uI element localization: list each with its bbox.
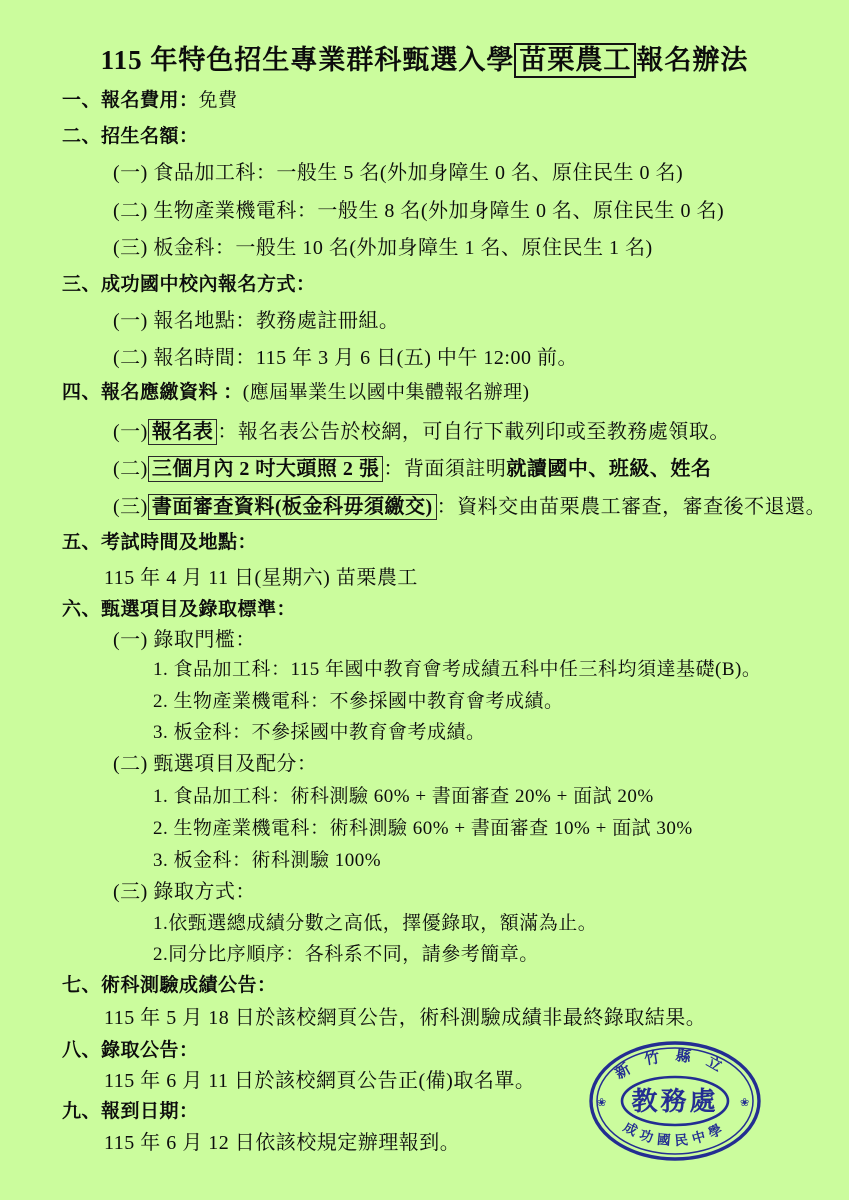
text-segment: (二) 甄選項目及配分： <box>113 753 318 775</box>
text-segment: 六、甄選項目及錄取標準： <box>62 599 297 620</box>
text-segment: 3. 板金科：術科測驗 100% <box>153 850 382 871</box>
text-segment: (三) 錄取方式： <box>113 881 256 903</box>
doc-line <box>62 1099 199 1125</box>
doc-line <box>153 657 761 683</box>
text-segment: 三、成功國中校內報名方式： <box>62 274 316 295</box>
text-segment: (三) <box>113 496 148 518</box>
doc-line <box>153 911 597 937</box>
doc-line <box>153 784 654 810</box>
seal-top-text: 新竹縣立 <box>612 1047 738 1083</box>
doc-line <box>113 494 826 520</box>
doc-line <box>62 272 316 298</box>
page-title <box>0 38 849 78</box>
doc-line <box>153 816 693 842</box>
doc-line <box>113 419 730 445</box>
doc-line <box>113 627 256 653</box>
text-segment: (二) 報名時間：115 年 3 月 6 日(五) 中午 12:00 前。 <box>113 347 578 369</box>
doc-line <box>153 942 539 968</box>
doc-line <box>153 848 381 874</box>
doc-line <box>113 879 256 905</box>
text-segment: 3. 板金科：不參採國中教育會考成績。 <box>153 722 486 743</box>
boxed-text-segment: 書面審查資料(板金科毋須繳交) <box>148 494 437 520</box>
text-segment: (二) <box>113 458 148 480</box>
text-segment: 115 年 4 月 11 日(星期六) 苗栗農工 <box>104 567 418 589</box>
doc-line <box>153 689 564 715</box>
text-segment: 2.同分比序順序：各科系不同，請參考簡章。 <box>153 944 539 965</box>
text-segment: 115 年 6 月 12 日依該校規定辦理報到。 <box>104 1132 461 1154</box>
text-segment: (一) 錄取門檻： <box>113 629 256 651</box>
doc-line <box>113 751 317 777</box>
text-segment: 就讀國中、班級、姓名 <box>506 458 712 480</box>
doc-line <box>62 597 296 623</box>
seal-center-text: 教務處 <box>631 1087 719 1116</box>
doc-line <box>153 720 486 746</box>
doc-line <box>104 1005 706 1031</box>
doc-line <box>104 1130 460 1156</box>
text-segment: 2. 生物產業機電科：不參採國中教育會考成績。 <box>153 691 564 712</box>
text-segment: 七、術科測驗成績公告： <box>62 975 277 996</box>
text-segment: (一) 報名地點：教務處註冊組。 <box>113 310 400 332</box>
boxed-text-segment: 三個月內 2 吋大頭照 2 張 <box>148 456 384 482</box>
text-segment: 1. 食品加工科：115 年國中教育會考成績五科中任三科均須達基礎(B)。 <box>153 659 762 680</box>
doc-line <box>62 88 238 114</box>
page-title-pre: 115 年特色招生專業群科甄選入學 <box>100 45 515 75</box>
text-segment: ：背面須註明 <box>383 458 507 480</box>
doc-line <box>104 565 418 591</box>
seal-flower-left-icon: ❀ <box>597 1097 607 1109</box>
doc-line <box>113 345 578 371</box>
text-segment: (三) 板金科：一般生 10 名(外加身障生 1 名、原住民生 1 名) <box>113 237 653 259</box>
text-segment: (二) 生物產業機電科：一般生 8 名(外加身障生 0 名、原住民生 0 名) <box>113 200 725 222</box>
text-segment: (應屆畢業生以國中集體報名辦理) <box>242 382 530 403</box>
doc-line <box>62 124 199 150</box>
text-segment: 115 年 6 月 11 日於該校網頁公告正(備)取名單。 <box>104 1070 536 1092</box>
doc-line <box>62 380 529 406</box>
doc-line <box>113 308 399 334</box>
page-title-post: 報名辦法 <box>636 45 749 75</box>
doc-line <box>62 973 277 999</box>
text-segment: 八、錄取公告： <box>62 1040 199 1061</box>
text-segment: 115 年 5 月 18 日於該校網頁公告，術科測驗成績非最終錄取結果。 <box>104 1007 707 1029</box>
seal-bottom-text: 成功國民中學 <box>620 1119 730 1149</box>
doc-line <box>113 456 711 482</box>
doc-line <box>113 160 683 186</box>
doc-line <box>62 1038 199 1064</box>
text-segment: 1. 食品加工科：術科測驗 60% + 書面審查 20% + 面試 20% <box>153 786 654 807</box>
doc-line <box>113 235 653 261</box>
text-segment: ：報名表公告於校網，可自行下載列印或至教務處領取。 <box>217 421 730 443</box>
text-segment: (一) <box>113 421 148 443</box>
text-segment: 二、招生名額： <box>62 126 199 147</box>
boxed-text-segment: 報名表 <box>148 419 218 445</box>
doc-line <box>104 1068 535 1094</box>
seal-flower-right-icon: ❀ <box>740 1097 750 1109</box>
text-segment: 九、報到日期： <box>62 1101 199 1122</box>
doc-line <box>113 198 724 224</box>
text-segment: 五、考試時間及地點： <box>62 532 258 553</box>
text-segment: 1.依甄選總成績分數之高低，擇優錄取，額滿為止。 <box>153 913 598 934</box>
text-segment: 免費 <box>198 90 238 111</box>
page-title-school-box: 苗栗農工 <box>514 43 636 78</box>
text-segment: ：資料交由苗栗農工審查，審查後不退還。 <box>436 496 827 518</box>
doc-line <box>62 530 257 556</box>
registrar-office-seal <box>588 1040 762 1162</box>
text-segment: 一、報名費用： <box>62 90 199 111</box>
text-segment: 四、報名應繳資料 ： <box>62 382 243 403</box>
text-segment: 2. 生物產業機電科：術科測驗 60% + 書面審查 10% + 面試 30% <box>153 818 693 839</box>
text-segment: (一) 食品加工科：一般生 5 名(外加身障生 0 名、原住民生 0 名) <box>113 162 684 184</box>
